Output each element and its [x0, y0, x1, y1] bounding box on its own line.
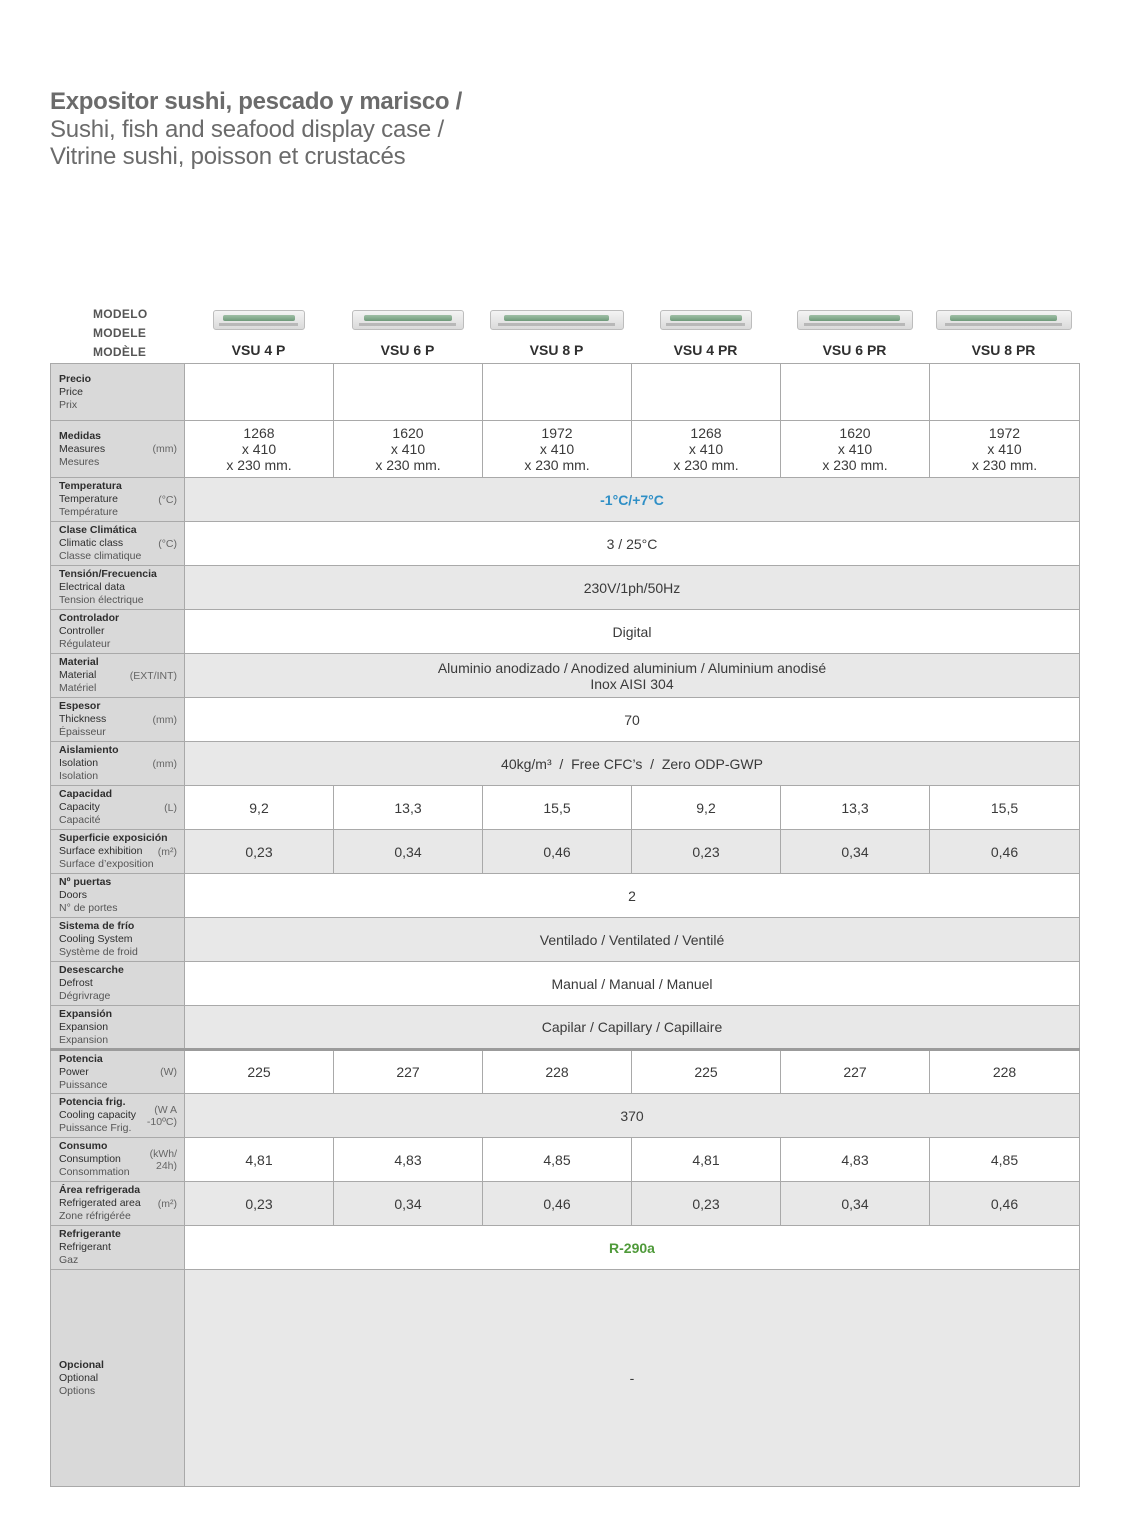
label-en: Thickness [59, 713, 107, 725]
refrigerated-area-cell: 0,46 [930, 1182, 1080, 1226]
consumption-cell: 4,83 [781, 1138, 930, 1182]
consumption-cell: 4,81 [632, 1138, 781, 1182]
surface-cell: 0,34 [781, 830, 930, 874]
label-en: Measures [59, 442, 106, 455]
label-fr: Température [59, 506, 118, 518]
label-fr: Matériel [59, 682, 97, 694]
surface-cell: 0,34 [334, 830, 483, 874]
label-fr: Surface d’exposition [59, 858, 154, 870]
label-es: Precio [59, 372, 92, 385]
label-en: Cooling capacity [59, 1109, 137, 1121]
row-temperature [51, 478, 1080, 522]
product-image [797, 310, 913, 330]
label-en: Price [59, 385, 83, 398]
label-en: Material [59, 669, 97, 681]
refrigerated-area-cell: 0,46 [483, 1182, 632, 1226]
label-fr: Système de froid [59, 946, 138, 958]
model-column-2 [333, 302, 482, 362]
surface-cell: 0,23 [185, 830, 334, 874]
row-thickness [51, 698, 1080, 742]
price-cell [334, 364, 483, 421]
label-es: Consumo [59, 1140, 108, 1152]
capacity-cell: 15,5 [930, 786, 1080, 830]
title-en: Sushi, fish and seafood display case / [50, 116, 444, 143]
label-fr: Puissance Frig. [59, 1122, 132, 1134]
label-es: Opcional [59, 1358, 104, 1371]
row-label [51, 364, 185, 421]
row-optional [51, 1270, 1080, 1487]
price-cell [781, 364, 930, 421]
label-fr: Régulateur [59, 638, 111, 650]
label-en: Climatic class [59, 537, 124, 549]
label-es: Potencia frig. [59, 1096, 126, 1108]
model-name: VSU 4 PR [673, 342, 738, 358]
label-fr: Zone réfrigérée [59, 1210, 131, 1222]
capacity-cell: 9,2 [632, 786, 781, 830]
page-title [50, 88, 462, 170]
model-name: VSU 6 P [380, 342, 435, 358]
label-es: Aislamiento [59, 744, 119, 756]
label-es: Superficie exposición [59, 832, 168, 844]
price-cell [930, 364, 1080, 421]
label-fr: Gaz [59, 1254, 79, 1266]
row-surface [51, 830, 1080, 874]
unit-label: (m²) [157, 845, 177, 858]
unit-label: (W A -10ºC) [146, 1103, 177, 1128]
label-en: Expansion [59, 1020, 109, 1033]
row-label [51, 1006, 185, 1050]
label-es: Desescarche [59, 964, 124, 976]
doors-value: 2 [185, 874, 1080, 918]
label-es: Material [59, 656, 99, 668]
row-label [51, 1094, 185, 1138]
unit-label: (kWh/ 24h) [149, 1147, 177, 1172]
power-cell: 225 [632, 1050, 781, 1094]
isolation-value: 40kg/m³ / Free CFC’s / Zero ODP-GWP [185, 742, 1080, 786]
label-fr: Prix [59, 398, 78, 411]
row-refrigerated-area [51, 1182, 1080, 1226]
product-image [490, 310, 624, 330]
refrigerated-area-cell: 0,23 [185, 1182, 334, 1226]
row-label [51, 1182, 185, 1226]
model-name: VSU 4 P [231, 342, 286, 358]
label-es: Tensión/Frecuencia [59, 568, 157, 580]
label-fr: Isolation [59, 770, 99, 782]
refrigerated-area-cell: 0,23 [632, 1182, 781, 1226]
expansion-value: Capilar / Capillary / Capillaire [185, 1006, 1080, 1050]
row-doors [51, 874, 1080, 918]
unit-label: (°C) [158, 537, 177, 550]
row-label [51, 1270, 185, 1487]
row-isolation [51, 742, 1080, 786]
label-es: Nº puertas [59, 876, 112, 888]
refrigerant-value: R-290a [185, 1226, 1080, 1270]
capacity-cell: 13,3 [334, 786, 483, 830]
row-material [51, 654, 1080, 698]
label-es: Refrigerante [59, 1228, 121, 1240]
refrigerated-area-cell: 0,34 [781, 1182, 930, 1226]
label-en: Optional [59, 1371, 99, 1384]
label-es: Área refrigerada [59, 1184, 141, 1196]
surface-cell: 0,46 [483, 830, 632, 874]
label-fr: N° de portes [59, 902, 118, 914]
row-refrigerant [51, 1226, 1080, 1270]
label-fr: Tension électrique [59, 594, 144, 606]
label-en: Surface exhibition [59, 845, 143, 857]
power-cell: 227 [781, 1050, 930, 1094]
controller-value: Digital [185, 610, 1080, 654]
model-header-row [184, 302, 1078, 362]
cooling-capacity-value: 370 [185, 1094, 1080, 1138]
refrigerated-area-cell: 0,34 [334, 1182, 483, 1226]
capacity-cell: 13,3 [781, 786, 930, 830]
label-es: Controlador [59, 612, 120, 624]
row-defrost [51, 962, 1080, 1006]
model-column-5 [780, 302, 929, 362]
product-image [660, 310, 752, 330]
product-image [213, 310, 305, 330]
price-cell [185, 364, 334, 421]
row-label [51, 610, 185, 654]
label-fr: Classe climatique [59, 550, 142, 562]
model-column-1 [184, 302, 333, 362]
product-image [936, 310, 1072, 330]
thickness-value: 70 [185, 698, 1080, 742]
row-label [51, 874, 185, 918]
model-name: VSU 6 PR [822, 342, 887, 358]
climatic-value: 3 / 25°C [185, 522, 1080, 566]
row-label [51, 786, 185, 830]
label-en: Doors [59, 889, 88, 901]
label-es: Medidas [59, 429, 102, 442]
row-label [51, 830, 185, 874]
row-measures [51, 421, 1080, 478]
row-electrical [51, 566, 1080, 610]
price-cell [632, 364, 781, 421]
label-es: Capacidad [59, 788, 113, 800]
consumption-cell: 4,81 [185, 1138, 334, 1182]
row-label [51, 962, 185, 1006]
label-fr: Capacité [59, 814, 101, 826]
row-label [51, 918, 185, 962]
row-label [51, 698, 185, 742]
measures-cell: 1268 x 410 x 230 mm. [185, 421, 334, 478]
model-label-es: MODELO [93, 307, 148, 321]
label-es: Potencia [59, 1052, 103, 1065]
row-label [51, 654, 185, 698]
unit-label: (mm) [152, 757, 177, 770]
measures-cell: 1972 x 410 x 230 mm. [483, 421, 632, 478]
unit-label: (W) [160, 1066, 177, 1078]
row-label [51, 1138, 185, 1182]
row-capacity [51, 786, 1080, 830]
product-image [352, 310, 464, 330]
material-value: Aluminio anodizado / Anodized aluminium / Aluminium anodisé Inox AISI 304 [185, 654, 1080, 698]
power-cell: 228 [483, 1050, 632, 1094]
spec-table [50, 363, 1080, 1487]
unit-label: (mm) [152, 443, 177, 455]
surface-cell: 0,23 [632, 830, 781, 874]
label-en: Temperature [59, 493, 118, 505]
row-label [51, 522, 185, 566]
row-cooling-system [51, 918, 1080, 962]
measures-cell: 1620 x 410 x 230 mm. [334, 421, 483, 478]
title-fr: Vitrine sushi, poisson et crustacés [50, 143, 406, 170]
model-label-fr: MODÈLE [93, 345, 147, 359]
row-label [51, 421, 185, 478]
consumption-cell: 4,83 [334, 1138, 483, 1182]
measures-cell: 1620 x 410 x 230 mm. [781, 421, 930, 478]
label-fr: Expansion [59, 1033, 109, 1046]
label-fr: Épaisseur [59, 726, 106, 738]
power-cell: 228 [930, 1050, 1080, 1094]
row-power [51, 1050, 1080, 1094]
row-expansion [51, 1006, 1080, 1050]
label-es: Espesor [59, 700, 101, 712]
row-climatic-class [51, 522, 1080, 566]
price-cell [483, 364, 632, 421]
label-es: Expansión [59, 1007, 113, 1020]
label-fr: Options [59, 1384, 96, 1397]
label-fr: Dégrivrage [59, 990, 111, 1002]
label-en: Isolation [59, 757, 99, 769]
label-es: Clase Climática [59, 524, 137, 536]
consumption-cell: 4,85 [483, 1138, 632, 1182]
model-column-4 [631, 302, 780, 362]
model-column-6 [929, 302, 1078, 362]
model-name: VSU 8 PR [971, 342, 1036, 358]
title-es: Expositor sushi, pescado y marisco / [50, 88, 463, 115]
row-controller [51, 610, 1080, 654]
label-fr: Mesures [59, 455, 100, 468]
label-en: Capacity [59, 801, 100, 813]
temperature-value: -1°C/+7°C [185, 478, 1080, 522]
model-label-en: MODELE [93, 326, 147, 340]
label-en: Power [59, 1065, 89, 1078]
unit-label: (mm) [152, 713, 177, 726]
measures-cell: 1268 x 410 x 230 mm. [632, 421, 781, 478]
unit-label: (°C) [158, 493, 177, 506]
label-fr: Consommation [59, 1166, 130, 1178]
power-cell: 225 [185, 1050, 334, 1094]
label-en: Refrigerated area [59, 1197, 141, 1209]
consumption-cell: 4,85 [930, 1138, 1080, 1182]
label-en: Defrost [59, 977, 93, 989]
capacity-cell: 15,5 [483, 786, 632, 830]
label-fr: Puissance [59, 1078, 108, 1091]
row-label [51, 742, 185, 786]
surface-cell: 0,46 [930, 830, 1080, 874]
row-label [51, 1050, 185, 1094]
label-en: Controller [59, 625, 105, 637]
electrical-value: 230V/1ph/50Hz [185, 566, 1080, 610]
row-label [51, 1226, 185, 1270]
unit-label: (EXT/INT) [129, 669, 177, 682]
model-column-3 [482, 302, 631, 362]
row-price [51, 364, 1080, 421]
row-consumption [51, 1138, 1080, 1182]
capacity-cell: 9,2 [185, 786, 334, 830]
label-en: Cooling System [59, 933, 133, 945]
label-en: Electrical data [59, 581, 125, 593]
row-cooling-capacity [51, 1094, 1080, 1138]
model-name: VSU 8 P [529, 342, 584, 358]
unit-label: (L) [164, 801, 177, 814]
defrost-value: Manual / Manual / Manuel [185, 962, 1080, 1006]
cooling-system-value: Ventilado / Ventilated / Ventilé [185, 918, 1080, 962]
label-en: Consumption [59, 1153, 121, 1165]
label-es: Temperatura [59, 480, 122, 492]
measures-cell: 1972 x 410 x 230 mm. [930, 421, 1080, 478]
unit-label: (m²) [157, 1197, 177, 1210]
row-label [51, 478, 185, 522]
optional-value: - [185, 1270, 1080, 1487]
model-header-label [93, 305, 147, 362]
label-en: Refrigerant [59, 1241, 111, 1253]
label-es: Sistema de frío [59, 920, 135, 932]
power-cell: 227 [334, 1050, 483, 1094]
row-label [51, 566, 185, 610]
